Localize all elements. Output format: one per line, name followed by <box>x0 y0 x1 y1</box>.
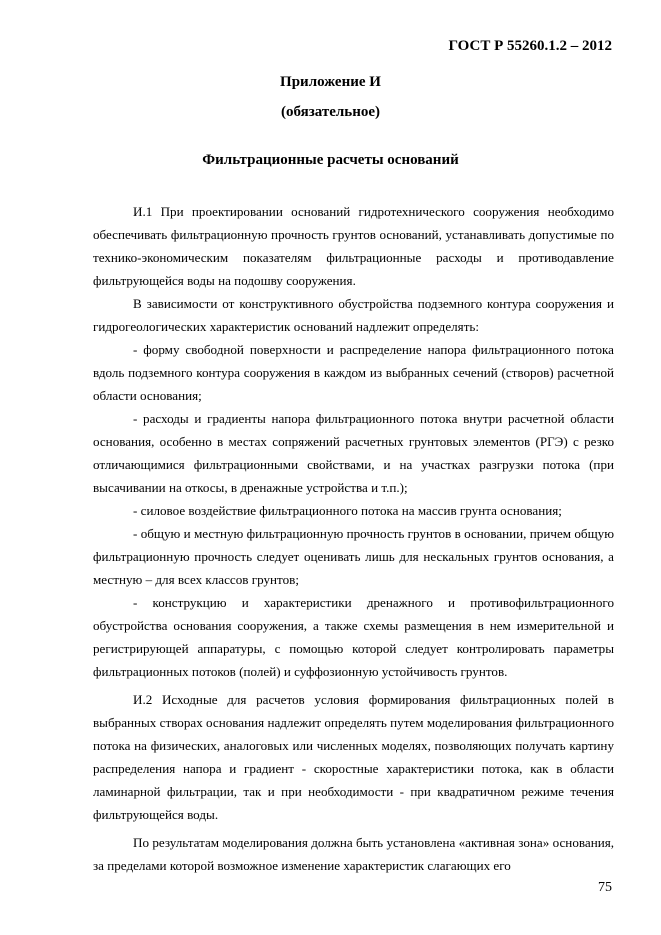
paragraph-dependency-intro: В зависимости от конструктивного обустройства подземного контура сооружения и гидрогеологических характеристик оснований надлежит определять: <box>93 296 614 334</box>
paragraph-i2: И.2 Исходные для расчетов условия формирования фильтрационных полей в выбранных створах основания надлежит определять путем моделирования фильтрационного потока на физических, аналоговых или численных моделях, позволяющих получать картину распределения напора и градиент - скоростные характеристики потока, как в области ламинарной фильтрации, так и при необходимости - при квадратичном режиме течения фильтрующейся воды. <box>93 692 614 822</box>
body-text <box>93 200 614 877</box>
page-number: 75 <box>598 880 612 895</box>
standard-code: ГОСТ Р 55260.1.2 – 2012 <box>448 38 612 54</box>
paragraph-i1: И.1 При проектировании оснований гидротехнического сооружения необходимо обеспечивать фильтрационную прочность грунтов оснований, устанавливать допустимые по технико-экономическим показателям фильтрационные расходы и противодавление фильтрующейся воды на подошву сооружения. <box>93 204 614 288</box>
list-item-drainage-design: - конструкцию и характеристики дренажного и противофильтрационного обустройства основания сооружения, а также схемы размещения в нем измерительной и регистрирующей аппаратуры, с помощью которой следует контролировать параметры фильтрационных потоков (полей) и суффозионную устойчивость грунтов. <box>93 595 614 679</box>
appendix-title: Приложение И <box>280 74 381 90</box>
list-item-force-impact: - силовое воздействие фильтрационного потока на массив грунта основания; <box>133 503 562 518</box>
section-title: Фильтрационные расчеты оснований <box>202 152 459 168</box>
list-item-flow-rates: - расходы и градиенты напора фильтрационного потока внутри расчетной области основания, особенно в местах сопряжений расчетных грунтовых элементов (РГЭ) с резко отличающимися фильтрационными свойствами, и на участках разгрузки потока (при высачивании на откосы, в дренажные устройства и т.п.); <box>93 411 614 495</box>
list-item-filtration-strength: - общую и местную фильтрационную прочность грунтов в основании, причем общую фильтрационную прочность следует оценивать лишь для нескальных грунтов основания, а местную – для всех классов грунтов; <box>93 526 614 587</box>
paragraph-active-zone: По результатам моделирования должна быть установлена «активная зона» основания, за пределами которой возможное изменение характеристик слагающих его <box>93 835 614 873</box>
list-item-free-surface: - форму свободной поверхности и распределение напора фильтрационного потока вдоль подземного контура сооружения в каждом из выбранных сечений (створов) расчетной области основания; <box>93 342 614 403</box>
appendix-status: (обязательное) <box>280 104 381 120</box>
